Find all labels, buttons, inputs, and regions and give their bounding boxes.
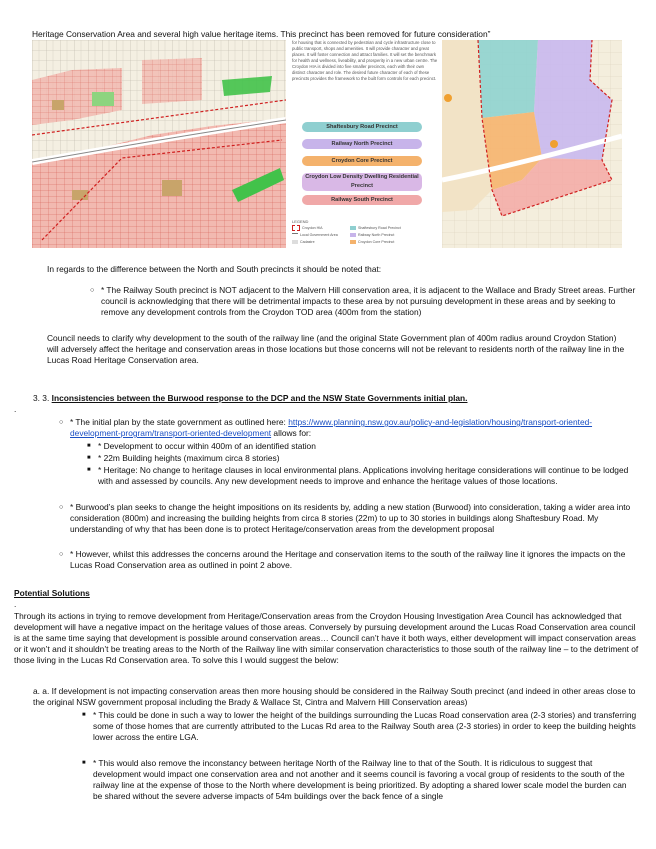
- sub-bullet-400m: ■ * Development to occur within 400m of an identified station: [98, 441, 638, 452]
- precinct-legend-panel: [288, 40, 440, 248]
- right-precinct-map: [442, 40, 622, 248]
- para-north-south: In regards to the difference between the North and South precincts it should be noted that:: [47, 264, 382, 274]
- sub-bullet-22m: ■ * 22m Building heights (maximum circa 8 stories): [98, 453, 638, 464]
- bullet-initial-plan: ○ * The initial plan by the state government as outlined here: https://www.planning.nsw.gov.au/policy-and-legislation/housing/transport-oriented-development-program/transport-oriented-development allows for:: [70, 417, 640, 439]
- precinct-pill-low-density: Croydon Low Density Dwelling Residential Precinct: [302, 173, 422, 191]
- panel-description: for housing that is connected by pedestrian and cycle infrastructure close to public transport, shops and amenities. It will provide character and great places. It will foster connection and attract families. It will set the benchmark for health and wellness, liveability, and prosperity in a new urban centre. The Croydon HIA is divided into five smaller precincts, each with their own distinct character and role. The desired future character of each of these precincts provides the framework to the built form controls for each precinct.: [292, 40, 438, 81]
- precinct-pill-railway-north: Railway North Precinct: [302, 139, 422, 149]
- solutions-heading: Potential Solutions: [14, 588, 90, 598]
- legend-item: Croydon Core Precinct: [350, 237, 394, 248]
- bullet-burwood-plan: ○ * Burwood’s plan seeks to change the height impositions on its residents by, adding a new station (Burwood) into consideration, taking a wider area into consideration (800m) and increasing the building heights from circa 8 stories (22m) to up to 30 stories in buildings along Shaftesbury Road. My understanding of why that has been done is to protect Heritage/conservation areas from the development proposal: [70, 502, 640, 535]
- para-council-clarify: Council needs to clarify why development to the south of the railway line (and the original State Government plan of 400m radius around Croydon Station) will adversely affect the heritage and conservation areas in those locations but those concerns will not be relevant to residents north of the railway line in the Lucas Road Heritage Conservation area.: [47, 333, 625, 365]
- sub-bullet-lower-height: ■ * This could be done in such a way to lower the height of the buildings surrounding the Lucas Road conservation area (2-3 stories) and transferring some of those homes that are currently attributed to the Lucas Rd area to the Railway South area (2-3 stories) in order to keep the building heights lower across the entire LGA.: [93, 710, 638, 743]
- left-heritage-map: [32, 40, 286, 248]
- sub-bullet-heritage: ■ * Heritage: No change to heritage clauses in local environmental plans. Applications involving heritage considerations will continue to be lodged with and assessed by councils. Any new development needs to improve and enhance the heritage values of those locations.: [98, 465, 638, 487]
- legend-item: Cadastre: [292, 237, 315, 248]
- section-3-dot: .: [14, 404, 17, 414]
- solution-item-a: a. a. If development is not impacting conservation areas then more housing should be considered in the Railway South precinct (and indeed in other areas close to the original NSW government proposal including the Brady & Wallace St, Cintra and Malvern Hill Conservation areas): [33, 686, 636, 707]
- intro-line: Heritage Conservation Area and several high value heritage items. This precinct has been removed for future consideration”: [32, 29, 491, 39]
- bullet-however: ○ * However, whilst this addresses the concerns around the Heritage and conservation items to the south of the railway line it ignores the impacts on the Lucas Road Conservation area as outlined in point 2 above.: [70, 549, 640, 571]
- precinct-pill-croydon-core: Croydon Core Precinct: [302, 156, 422, 166]
- precinct-pill-shaftesbury: Shaftesbury Road Precinct: [302, 122, 422, 132]
- legend-item: Local Government Area: [292, 230, 338, 241]
- precinct-maps-figure: [32, 40, 622, 248]
- right-map-graphic: [442, 40, 622, 248]
- legend-item: Croydon HIA: [292, 223, 323, 234]
- left-map-graphic: [32, 40, 286, 248]
- legend-title: LEGEND: [292, 219, 309, 224]
- legend-item: Shaftesbury Road Precinct: [350, 223, 401, 234]
- precinct-pill-railway-south: Railway South Precinct: [302, 195, 422, 205]
- planning-nsw-link[interactable]: https://www.planning.nsw.gov.au/policy-and-legislation/housing/transport-oriented-development-program/transport-oriented-development: [70, 417, 593, 438]
- solutions-paragraph: Through its actions in trying to remove development from Heritage/Conservation areas from the Croydon Housing Investigation Area Council has acknowledged that development will have a negative impact on the heritage values of those areas. Conversely by pursuing development around the Lucas Road Conservation area council is at the same time saying that development is possible around conservation areas… Council can’t have it both ways, either development will impact conservation areas or it won’t and it shouldn’t be treating areas to the North of the Railway line with similar conservation characteristics to those south of the railway line – to the detriment of those living in the Lucas Rd Conservation area. To solve this I would suggest the below:: [14, 611, 639, 665]
- bullet-railway-south: ○ * The Railway South precinct is NOT adjacent to the Malvern Hill conservation area, it is adjacent to the Wallace and Brady Street areas. Further council is acknowledging that there will be detrimental impacts to these area by not pursuing development in these areas and by seeking to remove any development controls from the Croydon TOD area (400m from the station): [101, 285, 641, 318]
- solutions-dot: .: [14, 599, 17, 609]
- section-3-heading: 3. 3. Inconsistencies between the Burwood response to the DCP and the NSW State Governments initial plan.: [33, 393, 468, 403]
- legend-item: Railway North Precinct: [350, 230, 394, 241]
- sub-bullet-inconstancy: ■ * This would also remove the inconstancy between heritage North of the Railway line to that of the South. It is ridiculous to suggest that development would impact one conservation area and not another and it seems council is favoring a vocal group of residents to the south of the railway line at the expense of those to the North where development is being prioritized. By adopting a shared lower scale model the burden can be shared without the severe adverse impacts of 54m buildings over the back fence of a single: [93, 758, 638, 802]
